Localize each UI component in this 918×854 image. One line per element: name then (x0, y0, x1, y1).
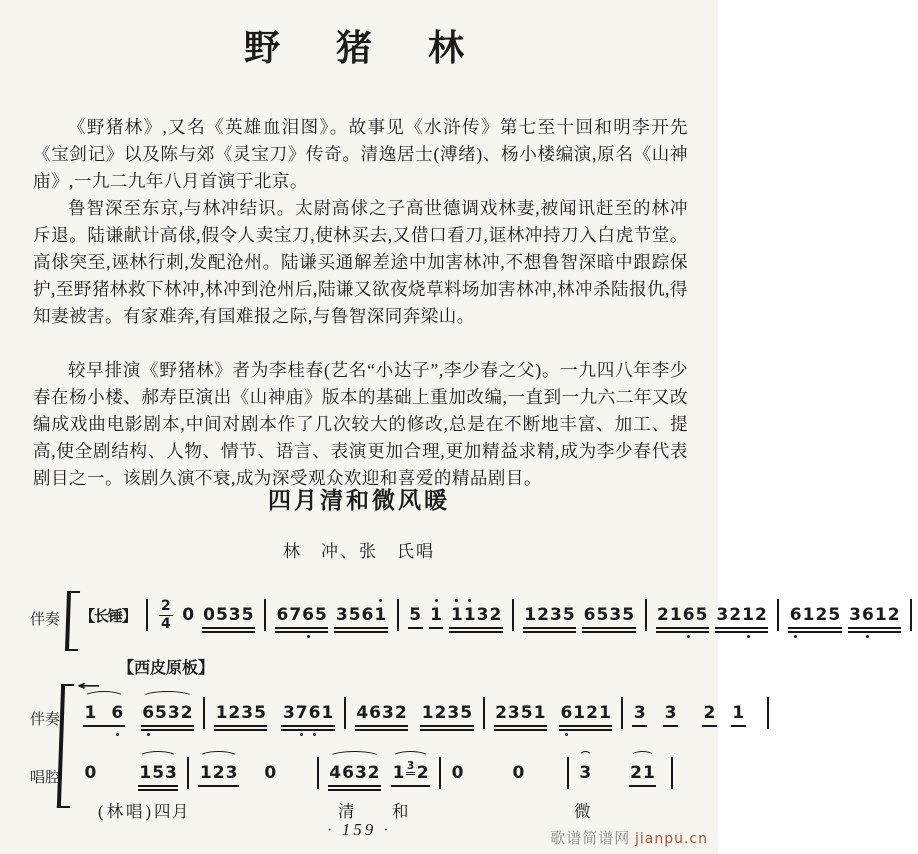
note-digit: 3 (716, 605, 729, 625)
note-digit: 6 (142, 703, 155, 723)
note (559, 703, 612, 723)
octave-dot-above (468, 599, 471, 602)
note (138, 763, 179, 783)
note-digit: 1 (643, 763, 655, 783)
note-digit: 1 (84, 703, 97, 723)
system-bracket-2 (57, 684, 74, 808)
octave-dot-below (307, 635, 310, 638)
note-digit: 2 (657, 605, 669, 625)
note (715, 605, 768, 625)
note-digit: 3 (335, 605, 348, 625)
intro-paragraph-1: 《野猪林》,又名《英雄血泪图》。故事见《水浒传》第七至十回和明李开先《宝剑记》以及陈与郊《灵宝刀》传奇。清逸居士(溥绪)、杨小楼编演,原名《山神庙》,一九二九年八月首演于北京。 (33, 116, 688, 191)
notation-row-accompaniment-2 (77, 679, 775, 738)
note-digit: 2 (729, 605, 742, 625)
note (731, 703, 746, 723)
notation-row-accompaniment-1 (80, 590, 918, 640)
barline (671, 757, 673, 789)
note-digit: 2 (434, 703, 447, 723)
spacer (659, 773, 665, 774)
note-digit: 5 (152, 763, 165, 783)
instrument-label-accompaniment-2: 伴奏 (30, 712, 61, 728)
lyric: 微 (574, 802, 594, 821)
note-digit: 1 (321, 703, 334, 723)
spacer (529, 773, 561, 774)
barline (567, 757, 569, 789)
spacer (242, 773, 260, 774)
barline (187, 757, 189, 789)
note-digit: 0 (182, 605, 195, 625)
watermark-site-name: 歌谱简谱网 (550, 831, 631, 847)
lyrics-row (0, 798, 718, 822)
note-digit: 5 (155, 703, 167, 723)
note-digit (97, 703, 111, 723)
note (656, 605, 709, 625)
time-denominator: 4 (161, 615, 171, 632)
note-digit: 7 (289, 605, 302, 625)
note-digit: 6 (862, 605, 875, 625)
note-digit: 3 (609, 605, 622, 625)
note (420, 703, 473, 723)
note-digit: 2 (495, 703, 507, 723)
note-digit: 7 (295, 703, 308, 723)
note-digit: 6 (111, 703, 124, 723)
note (663, 703, 678, 723)
banshi-header: 【西皮原板】 (118, 660, 215, 677)
note (77, 679, 125, 723)
note-digit: 5 (241, 605, 254, 625)
barline (645, 599, 647, 631)
note (523, 605, 576, 625)
octave-dot-below (866, 635, 869, 638)
note-digit: 3 (507, 703, 520, 723)
song-title: 四月清和微风暖 (268, 488, 450, 513)
note (511, 763, 526, 783)
note (449, 605, 502, 625)
spacer (128, 713, 138, 714)
barline (512, 599, 514, 631)
slur-arc (392, 751, 429, 763)
note (582, 605, 635, 625)
note-digit: 1 (524, 605, 537, 625)
octave-dot-above (379, 599, 382, 602)
note-digit: 1 (392, 763, 405, 783)
notation-row-vocal (80, 748, 679, 798)
note-digit: 3 (579, 763, 592, 783)
note-digit: 0 (451, 763, 464, 783)
barline (777, 599, 779, 631)
note-digit: 2 (703, 703, 716, 723)
note-digit: 3 (382, 703, 394, 723)
note-digit: 0 (203, 605, 215, 625)
note-digit: 2 (754, 605, 767, 625)
page-title: 野 猪 林 (243, 28, 474, 68)
note-digit: 2 (537, 605, 549, 625)
note-digit: 1 (802, 605, 815, 625)
slur-arc (142, 691, 193, 703)
note (334, 605, 387, 625)
spacer (596, 773, 626, 774)
spacer (749, 713, 761, 714)
watermark-site-url: jianpu.cn (634, 831, 708, 847)
intro-paragraph-2: 鲁智深至东京,与林冲结识。太尉高俅之子高世德调戏林妻,被闻讯赶至的林冲斥退。陆谦献计高俅,假令人卖宝刀,使林买去,又借口看刀,诓林冲持刀入白虎节堂。高俅突至,诬林行刺,发配沧州。陆谦买通解差途中加害林冲,不想鲁智深暗中跟踪保护,至野猪林救下林冲,林冲到沧州后,陆谦又欲夜烧草料场加害林冲,林冲杀陆报仇,得知妻被害。有家难奔,有国难报之际,与鲁智深同奔梁山。 (33, 197, 688, 326)
note-digit: 3 (447, 703, 460, 723)
note (198, 763, 239, 783)
note-digit: 2 (416, 763, 429, 783)
note (408, 605, 423, 625)
octave-dot-below (116, 733, 119, 736)
note-digit: 2 (586, 703, 598, 723)
note (578, 763, 593, 783)
note-digit: 5 (520, 703, 533, 723)
barline (767, 697, 769, 729)
lyric: 月 (172, 802, 192, 821)
octave-dot-above (435, 599, 438, 602)
note (391, 760, 430, 783)
note-digit: 6 (682, 605, 695, 625)
barline (621, 697, 623, 729)
note-digit: 6 (276, 605, 289, 625)
note-digit: 2 (367, 763, 380, 783)
octave-dot-above (455, 599, 458, 602)
note (848, 605, 901, 625)
note (788, 605, 841, 625)
octave-dot-below (313, 733, 316, 736)
barline (439, 757, 441, 789)
note-digit: 2 (212, 763, 225, 783)
octave-dot-below (794, 635, 797, 638)
slur-arc (139, 751, 178, 763)
barline (483, 697, 485, 729)
note (141, 703, 194, 723)
note-digit: 5 (562, 605, 575, 625)
spacer (270, 713, 278, 714)
system-bracket-1 (65, 591, 80, 651)
note-digit: 6 (560, 703, 573, 723)
note-digit: 2 (489, 605, 502, 625)
note (632, 703, 647, 723)
instrument-label-accompaniment-1: 伴奏 (30, 612, 61, 628)
note-digit: 5 (695, 605, 708, 625)
note-digit: 1 (430, 605, 443, 625)
octave-dot-below (747, 635, 750, 638)
lyric: 清 (338, 802, 358, 821)
page-number: · 159 · (327, 820, 391, 839)
slur-arc (630, 751, 656, 763)
note (181, 605, 196, 625)
note (494, 703, 547, 723)
note-digit: 6 (789, 605, 802, 625)
intro-paragraph-3: 较早排演《野猪林》者为李桂春(艺名“小达子”,李少春之父)。一九四八年李少春在杨小楼、郝寿臣演出《山神庙》版本的基础上重加改编,一直到一九六二年又改编成戏曲电影剧本,中间对剧本作了几次较大的修改,总是在不断地丰富、加工、提高,使全剧结构、人物、情节、语言、表演更加合理,更加精益求精,成为李少春代表剧目之一。该剧久演不衰,成为深受观众欢迎和喜爱的精品剧目。 (33, 359, 688, 488)
barline (146, 599, 148, 631)
note (429, 605, 444, 625)
note-digit: 3 (225, 763, 238, 783)
spacer (550, 713, 556, 714)
note-digit: 6 (302, 605, 315, 625)
note-digit: 5 (460, 703, 473, 723)
note (629, 763, 657, 783)
note-digit: 1 (874, 605, 887, 625)
note-digit: 0 (512, 763, 525, 783)
note-digit: 5 (348, 605, 361, 625)
note-digit: 6 (369, 703, 381, 723)
note-digit: 3 (633, 703, 646, 723)
note-digit: 2 (394, 703, 407, 723)
banshi-label: 【长锤】 (80, 608, 137, 625)
note (355, 703, 408, 723)
time-signature (159, 599, 173, 631)
note (214, 703, 267, 723)
slur-arc (579, 751, 592, 763)
note-digit: 2 (630, 763, 642, 783)
note-digit: 6 (583, 605, 596, 625)
note-digit: 3 (167, 703, 180, 723)
lyric: (林唱)四 (98, 802, 174, 821)
note-digit: 6 (342, 763, 354, 783)
note-digit: 4 (356, 703, 369, 723)
note-digit: 5 (254, 703, 266, 723)
note-digit: 3 (241, 703, 254, 723)
note-digit: 1 (533, 703, 546, 723)
spacer (468, 773, 508, 774)
note-digit: 1 (742, 605, 755, 625)
spacer (681, 713, 699, 714)
note-digit: 5 (828, 605, 841, 625)
watermark (550, 827, 708, 848)
singers-line: 林 冲、张 氏唱 (283, 542, 435, 561)
note-digit: 3 (849, 605, 862, 625)
octave-dot-below (147, 733, 150, 736)
note-digit: 5 (596, 605, 609, 625)
note-digit: 2 (815, 605, 828, 625)
note-digit: 1 (421, 703, 434, 723)
slur-arc (329, 751, 380, 763)
note-digit: 1 (598, 703, 611, 723)
note-digit: 2 (228, 703, 241, 723)
note (702, 703, 717, 723)
octave-dot-below (300, 733, 303, 736)
note-digit: 2 (180, 703, 193, 723)
note-digit: 1 (199, 763, 212, 783)
note-digit: 1 (450, 605, 463, 625)
note-digit: 3 (228, 605, 241, 625)
note (275, 605, 328, 625)
note (83, 763, 98, 783)
note (281, 703, 334, 723)
note-digit: 5 (622, 605, 635, 625)
note-digit: 5 (215, 605, 228, 625)
note-digit: 6 (361, 605, 374, 625)
note-digit: 1 (732, 703, 745, 723)
slide-arrow-icon: ← (77, 679, 101, 694)
barline (397, 599, 399, 631)
note-digit: 1 (374, 605, 387, 625)
octave-dot-below (687, 635, 690, 638)
barline (317, 757, 319, 789)
note-digit: 4 (329, 763, 342, 783)
spacer (384, 773, 388, 774)
spacer (411, 713, 417, 714)
note-digit: 3 (282, 703, 295, 723)
note-digit: 5 (315, 605, 327, 625)
spacer (720, 713, 728, 714)
note (450, 763, 465, 783)
slur-arc (199, 751, 238, 763)
note-digit: 3 (664, 703, 677, 723)
note-digit: 1 (139, 763, 152, 783)
spacer (650, 713, 660, 714)
note-digit: 3 (549, 605, 562, 625)
spacer (101, 773, 135, 774)
barline (203, 697, 205, 729)
time-numerator: 2 (161, 597, 171, 614)
note-digit: 1 (573, 703, 586, 723)
note (328, 763, 381, 783)
instrument-label-vocal: 唱腔 (30, 770, 61, 786)
note-digit: 1 (215, 703, 228, 723)
octave-dot-below (565, 733, 568, 736)
barline (264, 599, 266, 631)
note-digit: 3 (354, 763, 367, 783)
grace-note: 3 (406, 760, 415, 775)
note-digit: 2 (887, 605, 900, 625)
note-digit: 1 (463, 605, 476, 625)
note (263, 763, 278, 783)
note-digit: 3 (476, 605, 489, 625)
barline (910, 599, 912, 631)
barline (344, 697, 346, 729)
spacer (281, 773, 311, 774)
note-digit: 0 (264, 763, 277, 783)
note-digit: 6 (308, 703, 321, 723)
note-digit: 1 (669, 605, 682, 625)
lyric: 和 (392, 802, 412, 821)
note (202, 605, 255, 625)
note-digit: 3 (165, 763, 177, 783)
note-digit: 0 (84, 763, 97, 783)
note-digit: 5 (409, 605, 422, 625)
